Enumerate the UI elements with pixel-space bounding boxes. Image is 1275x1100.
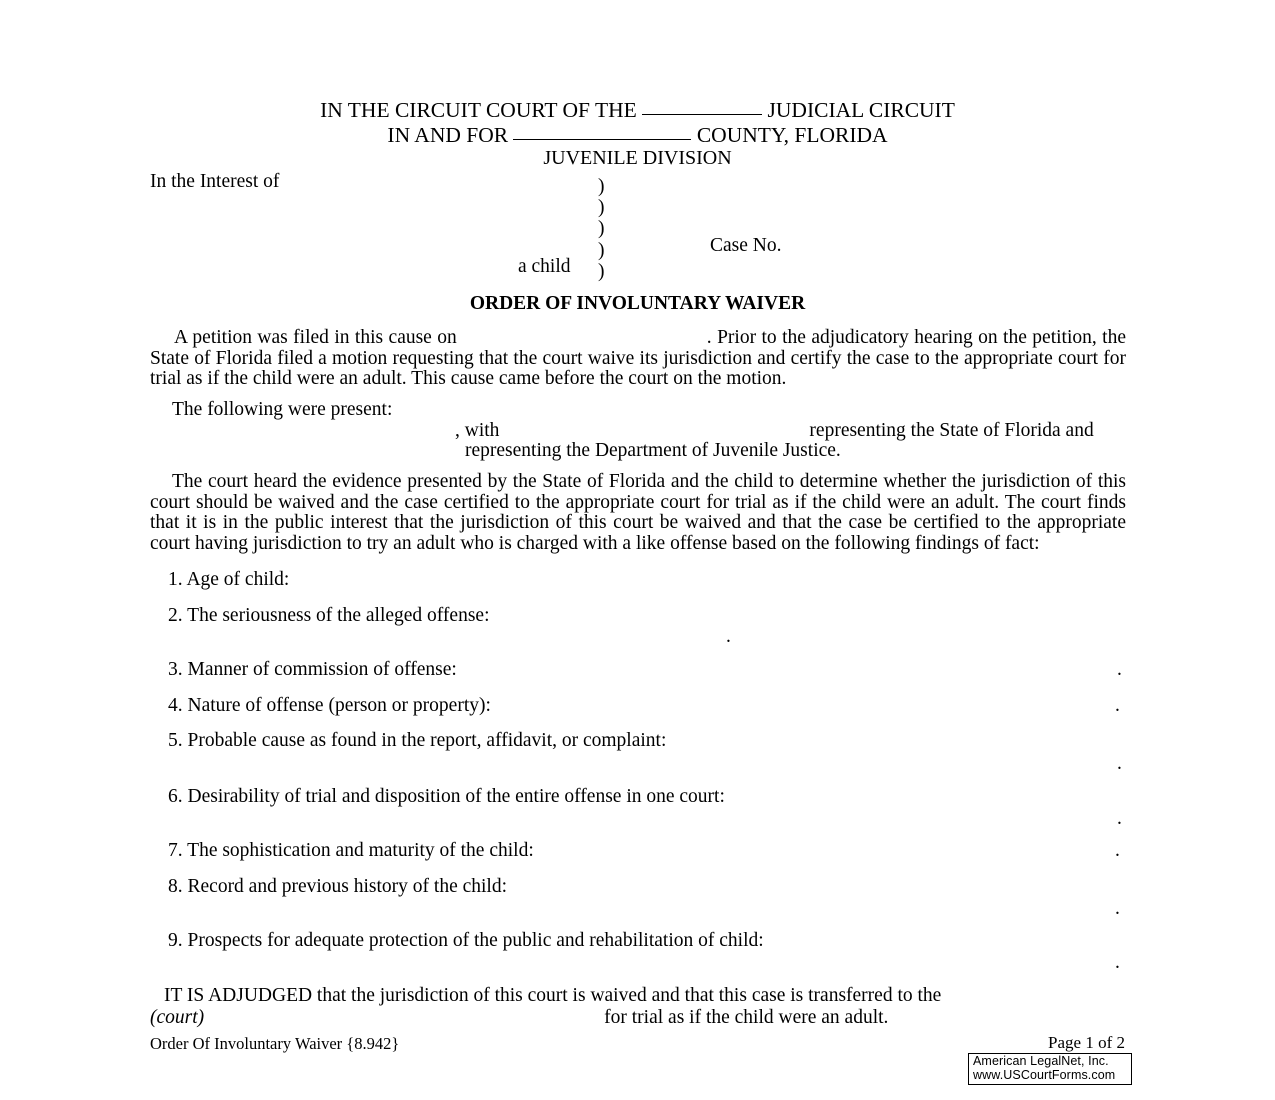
county-blank[interactable] — [513, 139, 691, 140]
finding-label: Probable cause as found in the report, affidavit, or complaint: — [187, 730, 667, 751]
present-with-text: , with — [455, 420, 500, 441]
finding-label: The sophistication and maturity of the child: — [187, 840, 534, 861]
finding-label: Age of child: — [186, 569, 290, 590]
adjudged-text-pre: IT IS ADJUDGED that the jurisdiction of this court is waived and that this case is transferred to the — [164, 985, 942, 1006]
legalnet-company: American LegalNet, Inc. — [973, 1054, 1109, 1068]
present-label: The following were present: — [172, 399, 393, 420]
heading-line-2-post: COUNTY, FLORIDA — [691, 123, 888, 147]
finding-number: 8. — [168, 876, 183, 897]
finding-8-terminator: . — [1115, 898, 1120, 919]
finding-item-2 — [168, 605, 490, 627]
caption-paren: ) — [598, 260, 605, 282]
interest-of-label: In the Interest of — [150, 171, 280, 192]
petition-paragraph — [150, 328, 1126, 390]
heading-line-2-pre: IN AND FOR — [387, 123, 514, 147]
heading-line-1-post: JUDICIAL CIRCUIT — [762, 98, 955, 122]
legalnet-stamp — [968, 1053, 1132, 1085]
court-heard-text: The court heard the evidence presented by the State of Florida and the child to determine whether the jurisdiction of this court should be waived and the case certified to the appropriate court for trial as if the child were an adult. The court finds that it is in the public interest that the jurisdiction of this court be waived and that the case be certified to the appropriate court having jurisdiction to try an adult who is charged with a like offense based on the following findings of fact: — [150, 471, 1126, 554]
finding-number: 5. — [168, 730, 183, 751]
finding-item-4 — [168, 695, 491, 717]
caption-paren: ) — [598, 239, 605, 261]
finding-number: 1. — [168, 569, 183, 590]
caption-paren: ) — [598, 197, 605, 219]
footer-form-name: Order Of Involuntary Waiver {8.942} — [150, 1034, 400, 1053]
finding-label: Record and previous history of the child: — [187, 876, 508, 897]
caption-paren-column — [598, 176, 605, 282]
finding-item-5 — [168, 730, 666, 752]
finding-label: Nature of offense (person or property): — [187, 695, 491, 716]
finding-number: 9. — [168, 930, 183, 951]
heading-line-1 — [150, 98, 1125, 123]
finding-3-terminator: . — [1117, 659, 1122, 680]
finding-2-terminator: . — [726, 626, 731, 647]
finding-label: The seriousness of the alleged offense: — [187, 605, 490, 626]
finding-item-3 — [168, 659, 457, 681]
finding-6-terminator: . — [1117, 808, 1122, 829]
page-title: ORDER OF INVOLUNTARY WAIVER — [469, 293, 806, 314]
finding-item-7 — [168, 840, 534, 862]
finding-number: 2. — [168, 605, 183, 626]
heading-line-2 — [150, 123, 1125, 148]
petition-text-pre: A petition was filed in this cause on — [174, 327, 457, 348]
finding-item-6 — [168, 786, 725, 808]
court-heading — [150, 98, 1125, 148]
footer-page-number: Page 1 of 2 — [1048, 1033, 1125, 1052]
finding-number: 4. — [168, 695, 183, 716]
judicial-circuit-blank[interactable] — [642, 114, 762, 115]
finding-number: 6. — [168, 786, 183, 807]
division-line: JUVENILE DIVISION — [543, 147, 732, 169]
a-child-label: a child — [518, 256, 571, 277]
finding-9-terminator: . — [1115, 952, 1120, 973]
present-line-1 — [455, 420, 1125, 442]
court-heard-paragraph — [150, 472, 1126, 554]
finding-label: Desirability of trial and disposition of the entire offense in one court: — [187, 786, 725, 807]
present-state-text: representing the State of Florida and — [809, 420, 1094, 441]
finding-item-8 — [168, 876, 507, 898]
heading-line-1-pre: IN THE CIRCUIT COURT OF THE — [320, 98, 643, 122]
finding-number: 3. — [168, 659, 183, 680]
finding-item-9 — [168, 930, 764, 952]
adjudged-court-line — [150, 1007, 888, 1029]
finding-5-terminator: . — [1117, 753, 1122, 774]
finding-label: Prospects for adequate protection of the public and rehabilitation of child: — [187, 930, 764, 951]
finding-4-terminator: . — [1115, 695, 1120, 716]
court-field-label: (court) — [150, 1007, 205, 1028]
finding-number: 7. — [168, 840, 183, 861]
legalnet-website: www.USCourtForms.com — [973, 1067, 1116, 1082]
adjudged-paragraph — [150, 986, 1126, 1007]
petition-text-post: . Prior to the adjudicatory hearing on the petition, the State of Florida filed a motion requesting that the court waive its jurisdiction and certify the case to the appropriate court for trial as if the child were an adult. This cause came before the court on the motion. — [150, 327, 1126, 390]
adjudged-text-post: for trial as if the child were an adult. — [604, 1007, 889, 1028]
present-line-2: representing the Department of Juvenile Justice. — [465, 440, 841, 461]
case-number-label: Case No. — [710, 235, 782, 256]
caption-paren: ) — [598, 218, 605, 240]
caption-paren: ) — [598, 176, 605, 197]
finding-item-1 — [168, 569, 289, 591]
finding-label: Manner of commission of offense: — [187, 659, 457, 680]
finding-7-terminator: . — [1115, 840, 1120, 861]
